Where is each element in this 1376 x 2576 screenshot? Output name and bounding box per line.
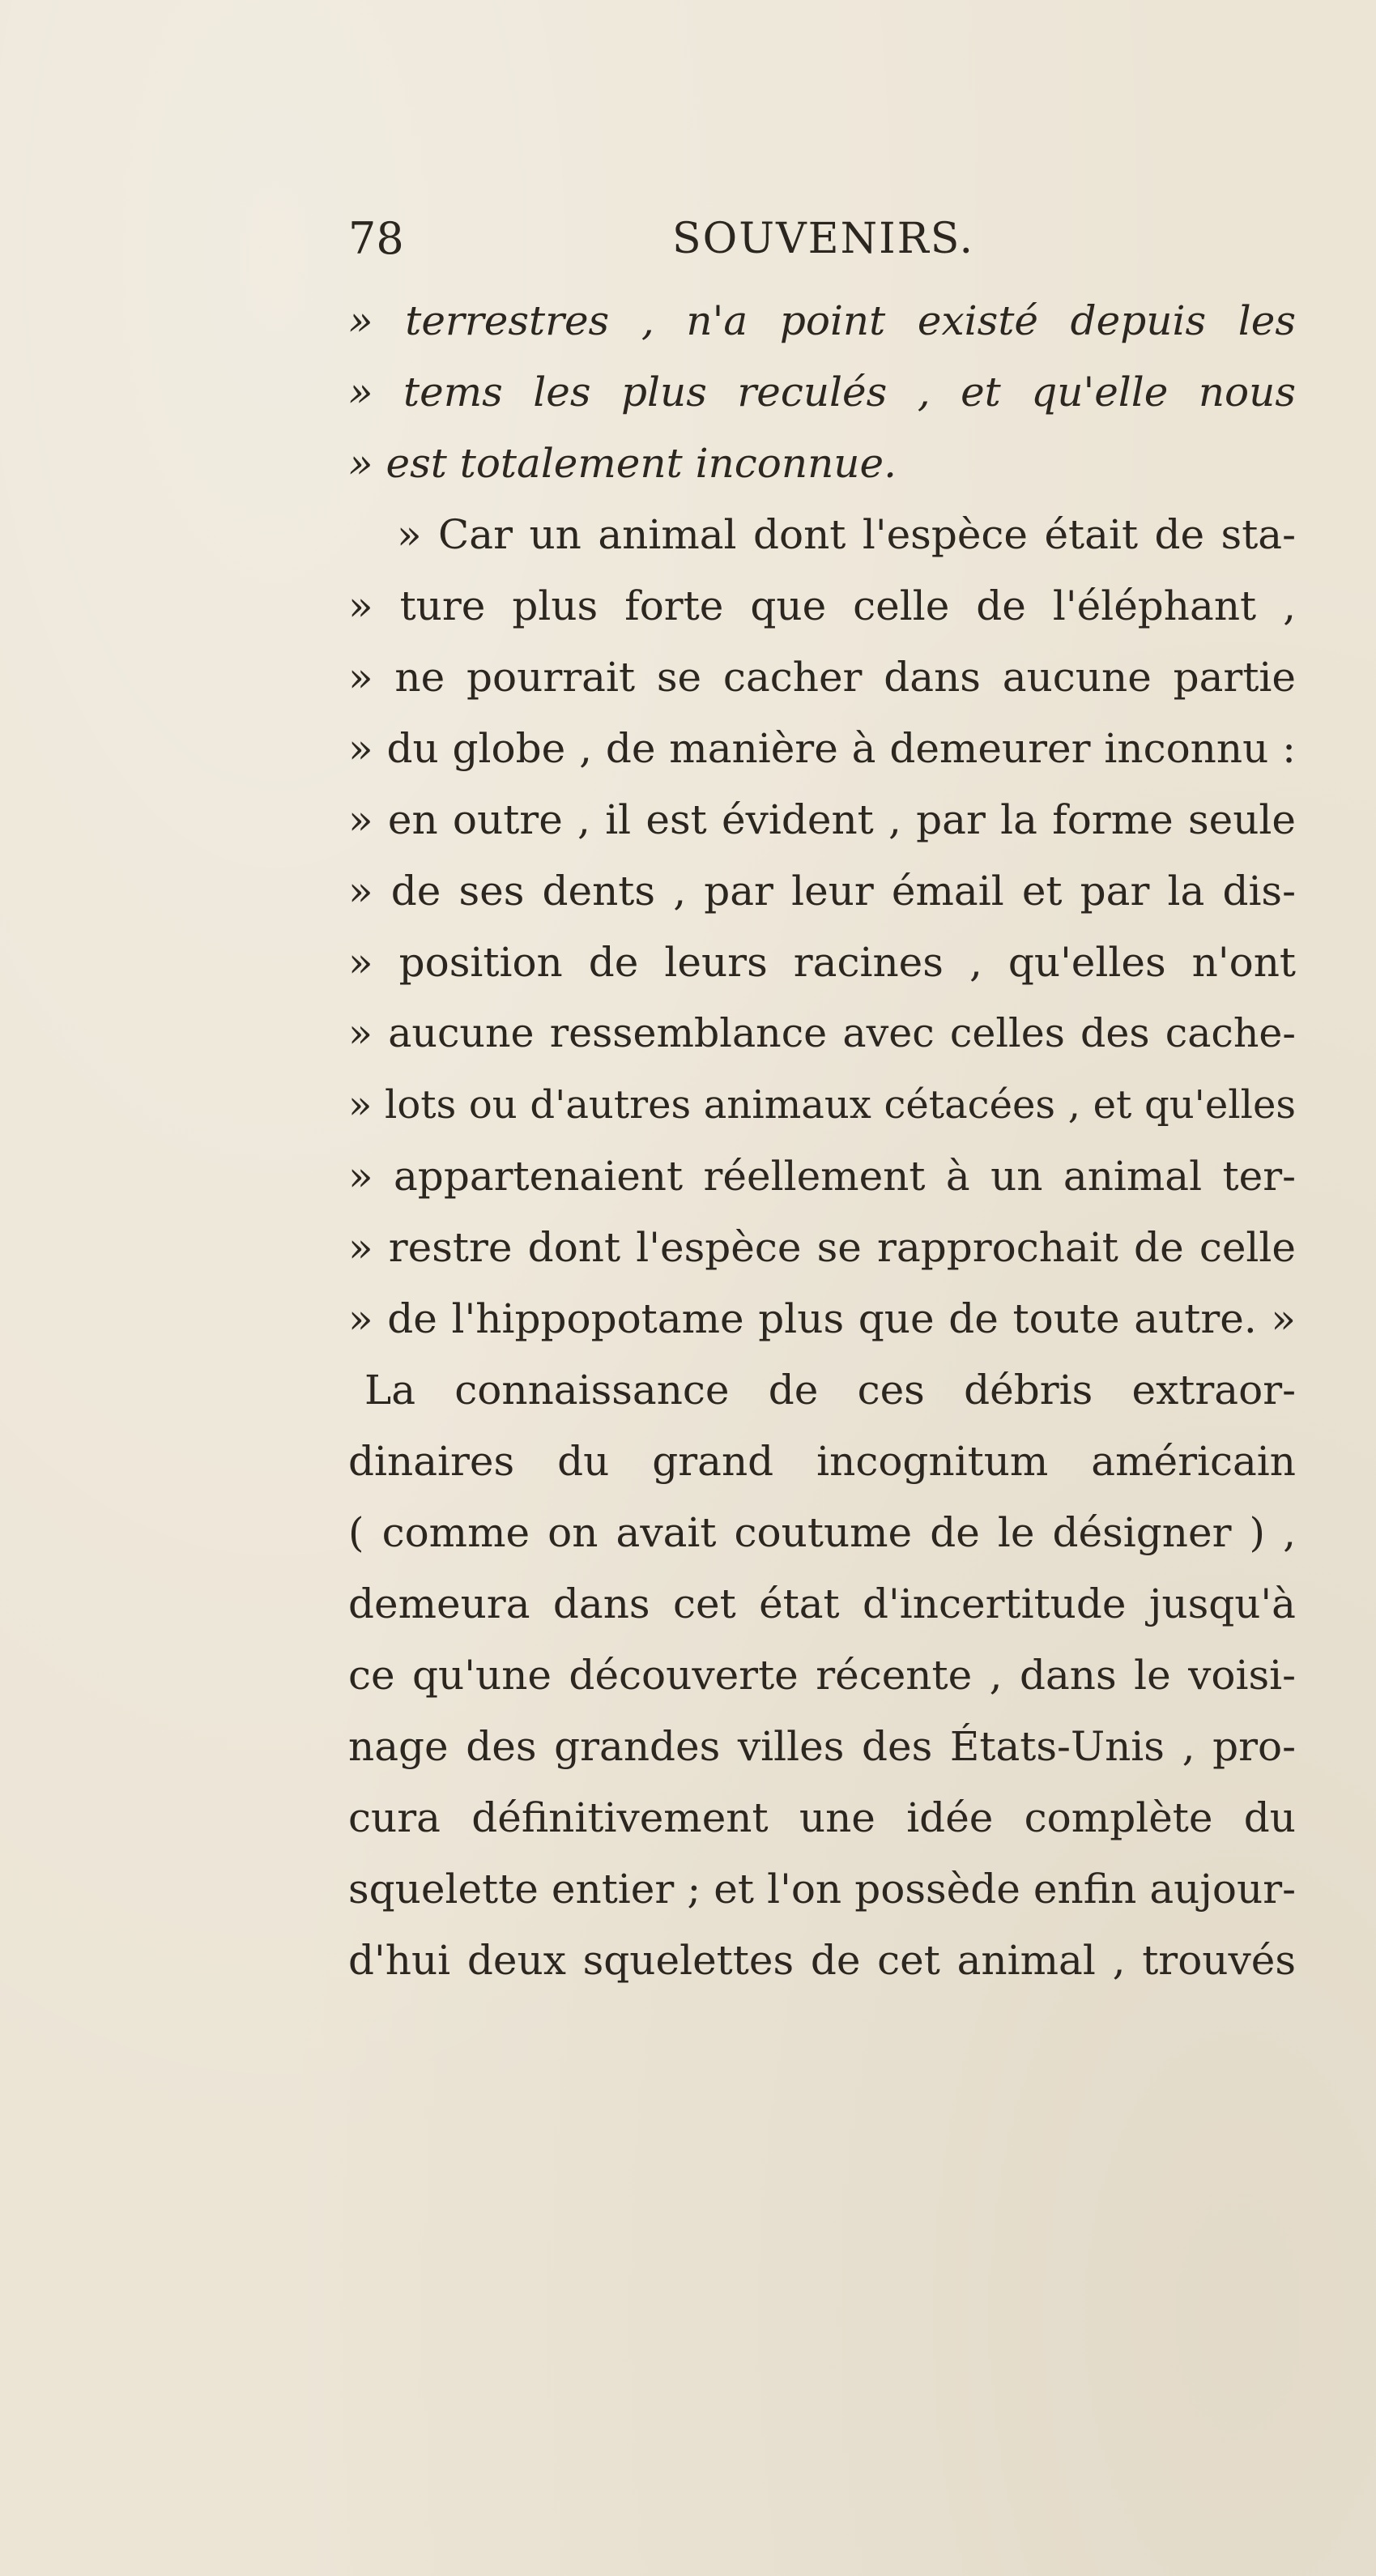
text-line: » lots ou d'autres animaux cétacées , et qu'elles xyxy=(348,1082,1296,1128)
text-line: » de ses dents , par leur émail et par la dis- xyxy=(348,868,1296,915)
text-line: squelette entier ; et l'on possède enfin aujour- xyxy=(348,1866,1296,1913)
text-line: » restre dont l'espèce se rapprochait de celle xyxy=(348,1224,1296,1271)
text-line: dinaires du grand incognitum américain xyxy=(348,1438,1296,1485)
text-line: » aucune ressemblance avec celles des cache- xyxy=(348,1010,1296,1056)
text-line: » appartenaient réellement à un animal ter- xyxy=(348,1153,1296,1200)
text-line: » en outre , il est évident , par la forme seule xyxy=(348,796,1296,843)
text-line: » ne pourrait se cacher dans aucune partie xyxy=(348,654,1296,701)
text-line: » Car un animal dont l'espèce était de sta- xyxy=(397,511,1296,558)
text-line: » position de leurs racines , qu'elles n'ont xyxy=(348,939,1296,986)
text-line: » ture plus forte que celle de l'éléphant , xyxy=(348,582,1296,629)
text-line: » du globe , de manière à demeurer inconnu : xyxy=(348,725,1296,772)
text-line: ce qu'une découverte récente , dans le voisi- xyxy=(348,1652,1296,1699)
text-line: nage des grandes villes des États-Unis , pro- xyxy=(348,1723,1296,1770)
text-line: » tems les plus reculés , et qu'elle nous xyxy=(348,369,1296,416)
text-line: La connaissance de ces débris extraor- xyxy=(364,1367,1296,1414)
text-line: cura définitivement une idée complète du xyxy=(348,1794,1296,1841)
text-line: ( comme on avait coutume de le désigner ) , xyxy=(348,1509,1296,1556)
page-number: 78 xyxy=(348,213,404,264)
text-line: demeura dans cet état d'incertitude jusqu'à xyxy=(348,1580,1296,1627)
body-text xyxy=(348,285,1296,1996)
text-line: » de l'hippopotame plus que de toute autre. » xyxy=(348,1295,1296,1342)
text-line: » terrestres , n'a point existé depuis les xyxy=(348,297,1296,344)
page-header xyxy=(348,207,1296,271)
running-title: SOUVENIRS. xyxy=(672,215,975,263)
text-line: d'hui deux squelettes de cet animal , trouvés xyxy=(348,1937,1296,1984)
text-line: » est totalement inconnue. xyxy=(348,440,897,487)
